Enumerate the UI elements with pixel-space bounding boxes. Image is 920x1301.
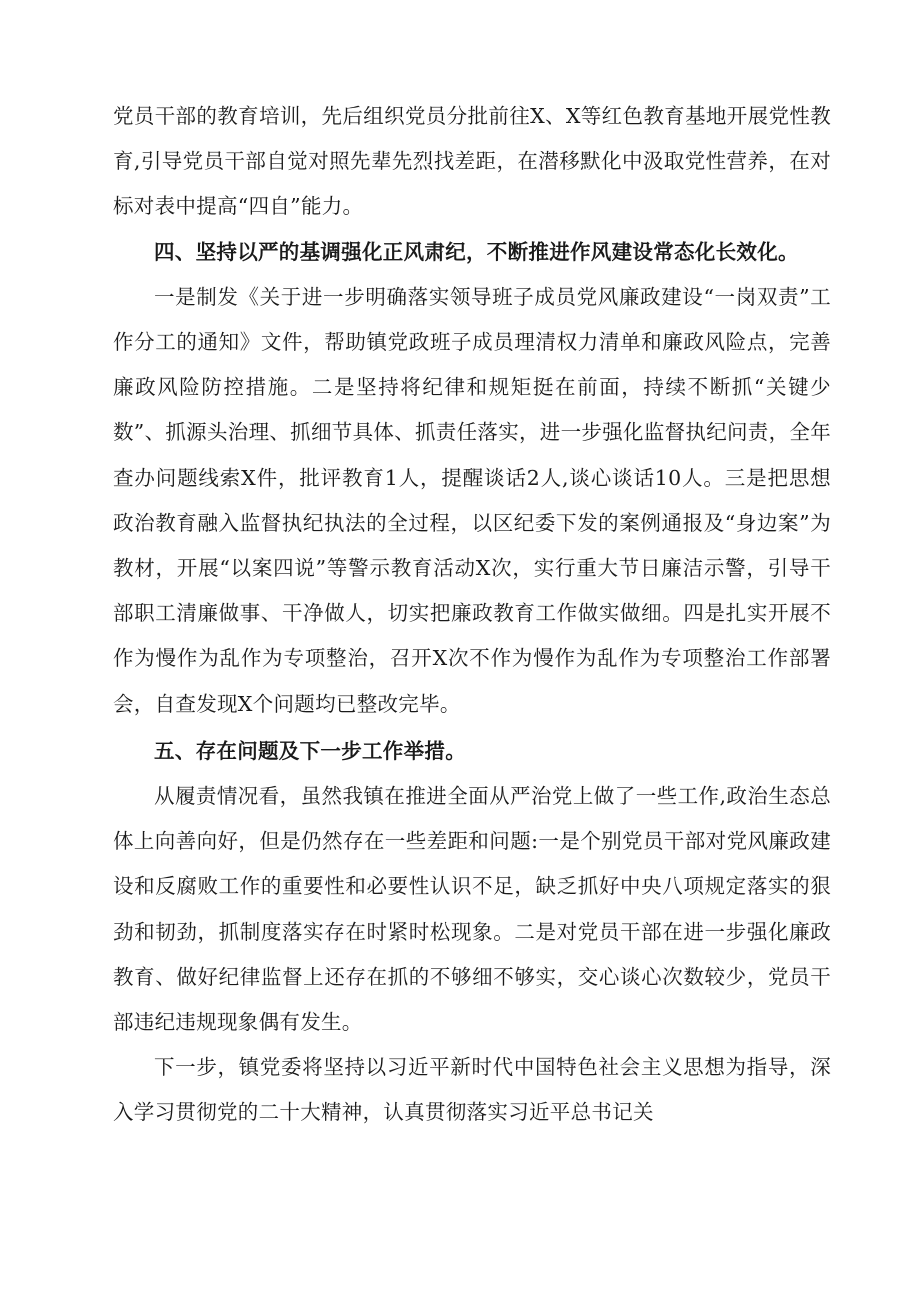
paragraph-education-training: 党员干部的教育培训，先后组织党员分批前往X、X等红色教育基地开展党性教育,引导党员干部自觉对照先辈先烈找差距，在潜移默化中汲取党性营养，在对标对表中提高“四自”能力。 [113,104,831,219]
section-heading-four: 四、坚持以严的基调强化正风肃纪，不断推进作风建设常态化长效化。 [154,239,799,264]
document-body [113,94,831,1136]
paragraph-next-steps: 下一步，镇党委将坚持以习近平新时代中国特色社会主义思想为指导，深入学习贯彻党的二十大精神，认真贯彻落实习近平总书记关 [113,1055,831,1125]
section-heading-five: 五、存在问题及下一步工作举措。 [154,738,466,763]
paragraph-existing-problems: 从履责情况看，虽然我镇在推进全面从严治党上做了一些工作,政治生态总体上向善向好，但是仍然存在一些差距和问题:一是个别党员干部对党风廉政建设和反腐败工作的重要性和必要性认识不足，缺乏抓好中央八项规定落实的狠劲和韧劲，抓制度落实存在时紧时松现象。二是对党员干部在进一步强化廉政教育、做好纪律监督上还存在抓的不够细不够实，交心谈心次数较少，党员干部违纪违规现象偶有发生。 [113,784,831,1035]
paragraph-discipline-measures: 一是制发《关于进一步明确落实领导班子成员党风廉政建设“一岗双责”工作分工的通知》文件，帮助镇党政班子成员理清权力清单和廉政风险点，完善廉政风险防控措施。二是坚持将纪律和规矩挺在前面，持续不断抓“关键少数”、抓源头治理、抓细节具体、抓责任落实，进一步强化监督执纪问责，全年查办问题线索X件，批评教育1人，提醒谈话2人,谈心谈话10人。三是把思想政治教育融入监督执纪执法的全过程，以区纪委下发的案例通报及“身边案”为教材，开展“以案四说”等警示教育活动X次，实行重大节日廉洁示警，引导干部职工清廉做事、干净做人，切实把廉政教育工作做实做细。四是扎实开展不作为慢作为乱作为专项整治，召开X次不作为慢作为乱作为专项整治工作部署会，自查发现X个问题均已整改完毕。 [113,284,831,716]
